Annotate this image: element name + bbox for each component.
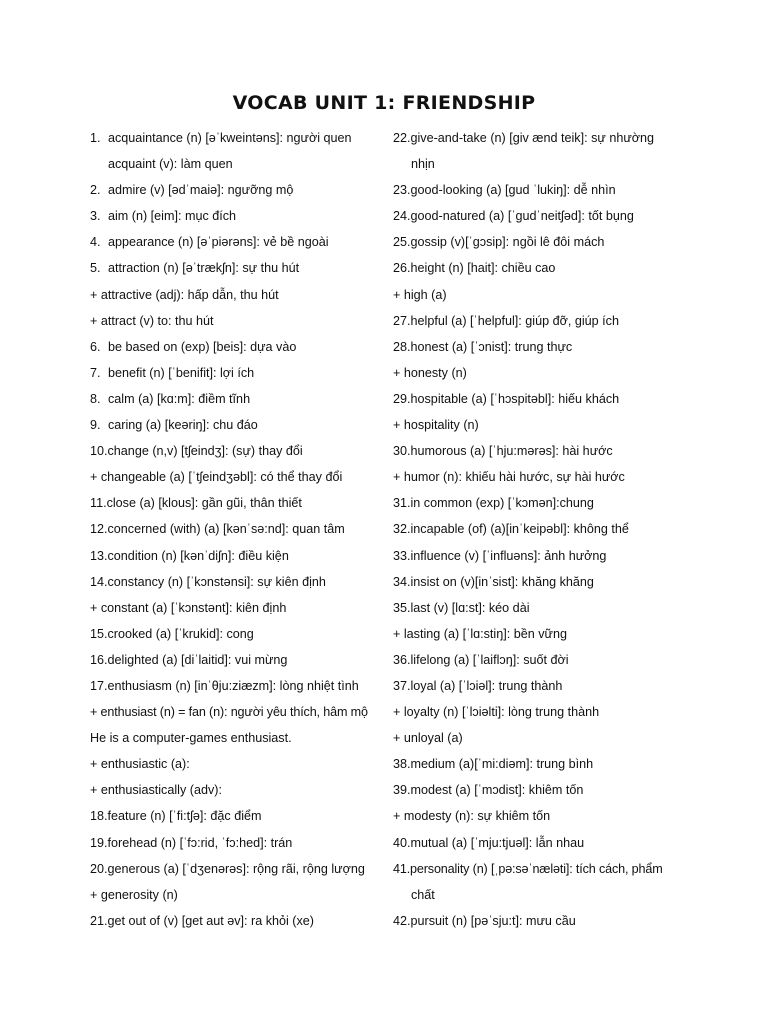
entry-text: + generosity (n) (90, 887, 178, 902)
vocab-subentry (90, 882, 390, 908)
entry-text: 16.delighted (a) [diˈlaitid]: vui mừng (90, 652, 288, 667)
entry-text: caring (a) [keəriŋ]: chu đáo (108, 418, 258, 433)
entry-text: 25.gossip (v)[ˈgɔsip]: ngồi lê đôi mách (393, 235, 605, 250)
vocab-entry (90, 203, 390, 229)
entry-text: 27.helpful (a) [ˈhelpful]: giúp đỡ, giúp ích (393, 313, 619, 328)
vocab-entry (393, 543, 683, 569)
vocab-entry (393, 856, 683, 882)
entry-text: + high (a) (393, 287, 447, 302)
vocab-entry (393, 595, 683, 621)
vocab-entry (90, 490, 390, 516)
vocab-entry (90, 830, 390, 856)
entry-text: 15.crooked (a) [ˈkrukid]: cong (90, 626, 254, 641)
entry-text: 41.personality (n) [ˌpə:səˈnæləti]: tích cách, phẩm (393, 861, 663, 876)
vocab-entry (90, 673, 390, 699)
entry-text: 17.enthusiasm (n) [inˈθju:ziæzm]: lòng nhiệt tình (90, 678, 359, 693)
vocab-entry (90, 334, 390, 360)
entry-text: 28.honest (a) [ˈɔnist]: trung thực (393, 339, 573, 354)
vocab-entry (393, 490, 683, 516)
entry-text: 36.lifelong (a) [ˈlaiflɔŋ]: suốt đời (393, 652, 569, 667)
vocab-entry (393, 777, 683, 803)
vocab-subentry (393, 621, 683, 647)
vocab-entry (393, 673, 683, 699)
vocab-entry (393, 516, 683, 542)
example-sentence (90, 725, 390, 751)
entry-text: 34.insist on (v)[inˈsist]: khăng khăng (393, 574, 594, 589)
entry-text: admire (v) [ədˈmaiə]: ngưỡng mộ (108, 183, 294, 198)
entry-number: 5. (90, 261, 101, 276)
entry-text: 32.incapable (of) (a)[inˈkeipəbl]: không thể (393, 522, 629, 537)
vocab-subentry (90, 464, 390, 490)
vocab-subentry (393, 360, 683, 386)
entry-number: 7. (90, 365, 101, 380)
entry-text: + loyalty (n) [ˈlɔiəlti]: lòng trung thành (393, 705, 600, 720)
entry-text: attraction (n) [əˈtrækʃn]: sự thu hút (108, 261, 300, 276)
vocab-subentry (90, 308, 390, 334)
entry-text: + honesty (n) (393, 365, 467, 380)
entry-text: calm (a) [kɑ:m]: điềm tĩnh (108, 391, 251, 406)
entry-text: 13.condition (n) [kənˈdiʃn]: điều kiện (90, 548, 289, 563)
entry-text: + humor (n): khiếu hài hước, sự hài hước (393, 470, 625, 485)
vocab-subentry (393, 699, 683, 725)
vocab-entry (393, 569, 683, 595)
vocab-entry (90, 856, 390, 882)
vocab-entry (90, 229, 390, 255)
entry-text: 12.concerned (with) (a) [kənˈsə:nd]: quan tâm (90, 522, 345, 537)
vocab-subentry (393, 412, 683, 438)
vocab-entry (90, 255, 390, 281)
entry-text: 29.hospitable (a) [ˈhɔspitəbl]: hiếu khách (393, 391, 620, 406)
entry-number: 6. (90, 339, 101, 354)
vocab-entry (90, 360, 390, 386)
vocab-entry (393, 386, 683, 412)
vocab-entry (90, 386, 390, 412)
entry-text: + enthusiastic (a): (90, 757, 190, 772)
entry-text: + modesty (n): sự khiêm tốn (393, 809, 551, 824)
entry-text: 26.height (n) [hait]: chiều cao (393, 261, 556, 276)
vocab-entry (90, 177, 390, 203)
vocab-entry (90, 125, 390, 151)
vocab-entry-continuation (90, 151, 390, 177)
vocab-subentry (393, 725, 683, 751)
entry-text: + constant (a) [ˈkɔnstənt]: kiên định (90, 600, 287, 615)
entry-text: chất (411, 887, 435, 902)
entry-text: 35.last (v) [lɑ:st]: kéo dài (393, 600, 530, 615)
vocab-entry-continuation (393, 151, 683, 177)
entry-text: 40.mutual (a) [ˈmju:tjuəl]: lẫn nhau (393, 835, 585, 850)
entry-text: + unloyal (a) (393, 731, 463, 746)
entry-text: 10.change (n,v) [tʃeindʒ]: (sự) thay đổi (90, 444, 303, 459)
entry-text: 31.in common (exp) [ˈkɔmən]:chung (393, 496, 594, 511)
entry-number: 9. (90, 418, 101, 433)
vocab-subentry (393, 464, 683, 490)
entry-text: + changeable (a) [ˈtʃeindʒəbl]: có thể thay đổi (90, 470, 343, 485)
vocab-entry (393, 438, 683, 464)
vocab-entry (90, 516, 390, 542)
vocab-entry (90, 803, 390, 829)
entry-text: 23.good-looking (a) [gud ˈlukiŋ]: dễ nhìn (393, 183, 616, 198)
entry-number: 3. (90, 209, 101, 224)
entry-text: appearance (n) [əˈpiərəns]: vẻ bề ngoài (108, 235, 329, 250)
vocab-entry (393, 308, 683, 334)
vocab-entry (90, 908, 390, 934)
entry-number: 8. (90, 391, 101, 406)
vocab-entry (90, 543, 390, 569)
vocab-entry (90, 621, 390, 647)
entry-text: 14.constancy (n) [ˈkɔnstənsi]: sự kiên định (90, 574, 326, 589)
vocab-entry (90, 647, 390, 673)
vocab-entry (393, 908, 683, 934)
vocab-entry (393, 830, 683, 856)
vocab-entry (90, 569, 390, 595)
entry-text: acquaint (v): làm quen (108, 157, 233, 172)
entry-text: + enthusiast (n) = fan (n): người yêu thích, hâm mộ (90, 705, 368, 720)
vocab-subentry (90, 777, 390, 803)
vocab-entry (90, 412, 390, 438)
vocab-entry (393, 334, 683, 360)
vocab-entry (393, 255, 683, 281)
vocab-entry (393, 125, 683, 151)
entry-text: 21.get out of (v) [get aut əv]: ra khỏi (xe) (90, 913, 315, 928)
vocab-entry (393, 751, 683, 777)
entry-text: + hospitality (n) (393, 418, 479, 433)
vocab-entry (393, 229, 683, 255)
vocab-list-left-column (90, 125, 390, 934)
entry-number: 2. (90, 183, 101, 198)
entry-text: acquaintance (n) [əˈkweintəns]: người quen (108, 131, 352, 145)
entry-text: benefit (n) [ˈbenifit]: lợi ích (108, 365, 255, 380)
vocab-subentry (90, 282, 390, 308)
entry-text: 20.generous (a) [ˈdʒenərəs]: rộng rãi, rộng lượng (90, 861, 365, 876)
entry-text: + enthusiastically (adv): (90, 783, 222, 798)
vocab-subentry (90, 595, 390, 621)
entry-text: 30.humorous (a) [ˈhju:mərəs]: hài hước (393, 444, 613, 459)
entry-text: 22.give-and-take (n) [giv ænd teik]: sự nhường (393, 131, 655, 145)
entry-text: 37.loyal (a) [ˈlɔiəl]: trung thành (393, 678, 563, 693)
entry-text: 11.close (a) [klous]: gần gũi, thân thiết (90, 496, 302, 511)
vocab-entry (393, 203, 683, 229)
vocab-list-right-column (393, 125, 683, 934)
vocab-entry-continuation (393, 882, 683, 908)
vocab-entry (90, 438, 390, 464)
entry-text: 18.feature (n) [ˈfi:tʃə]: đặc điểm (90, 809, 262, 824)
entry-text: 19.forehead (n) [ˈfɔ:rid, ˈfɔ:hed]: trán (90, 835, 293, 850)
entry-text: 38.medium (a)[ˈmi:diəm]: trung bình (393, 757, 594, 772)
vocab-subentry (393, 282, 683, 308)
entry-text: aim (n) [eim]: mục đích (108, 209, 237, 224)
entry-text: + attract (v) to: thu hút (90, 313, 214, 328)
vocab-entry (393, 177, 683, 203)
entry-text: 39.modest (a) [ˈmɔdist]: khiêm tốn (393, 783, 584, 798)
entry-number: 1. (90, 131, 101, 145)
vocab-subentry (393, 803, 683, 829)
page-title: VOCAB UNIT 1: FRIENDSHIP (232, 92, 536, 114)
entry-text: 33.influence (v) [ˈinfluəns]: ảnh hưởng (393, 548, 607, 563)
vocab-subentry (90, 699, 390, 725)
entry-text: 42.pursuit (n) [pəˈsju:t]: mưu cầu (393, 913, 576, 928)
entry-text: He is a computer-games enthusiast. (90, 731, 292, 746)
entry-number: 4. (90, 235, 101, 250)
entry-text: 24.good-natured (a) [ˈgudˈneitʃəd]: tốt bụng (393, 209, 634, 224)
entry-text: + attractive (adj): hấp dẫn, thu hút (90, 287, 279, 302)
entry-text: + lasting (a) [ˈlɑ:stiŋ]: bền vững (393, 626, 567, 641)
entry-text: nhịn (411, 157, 435, 172)
vocab-entry (393, 647, 683, 673)
vocab-subentry (90, 751, 390, 777)
entry-text: be based on (exp) [beis]: dựa vào (108, 339, 297, 354)
